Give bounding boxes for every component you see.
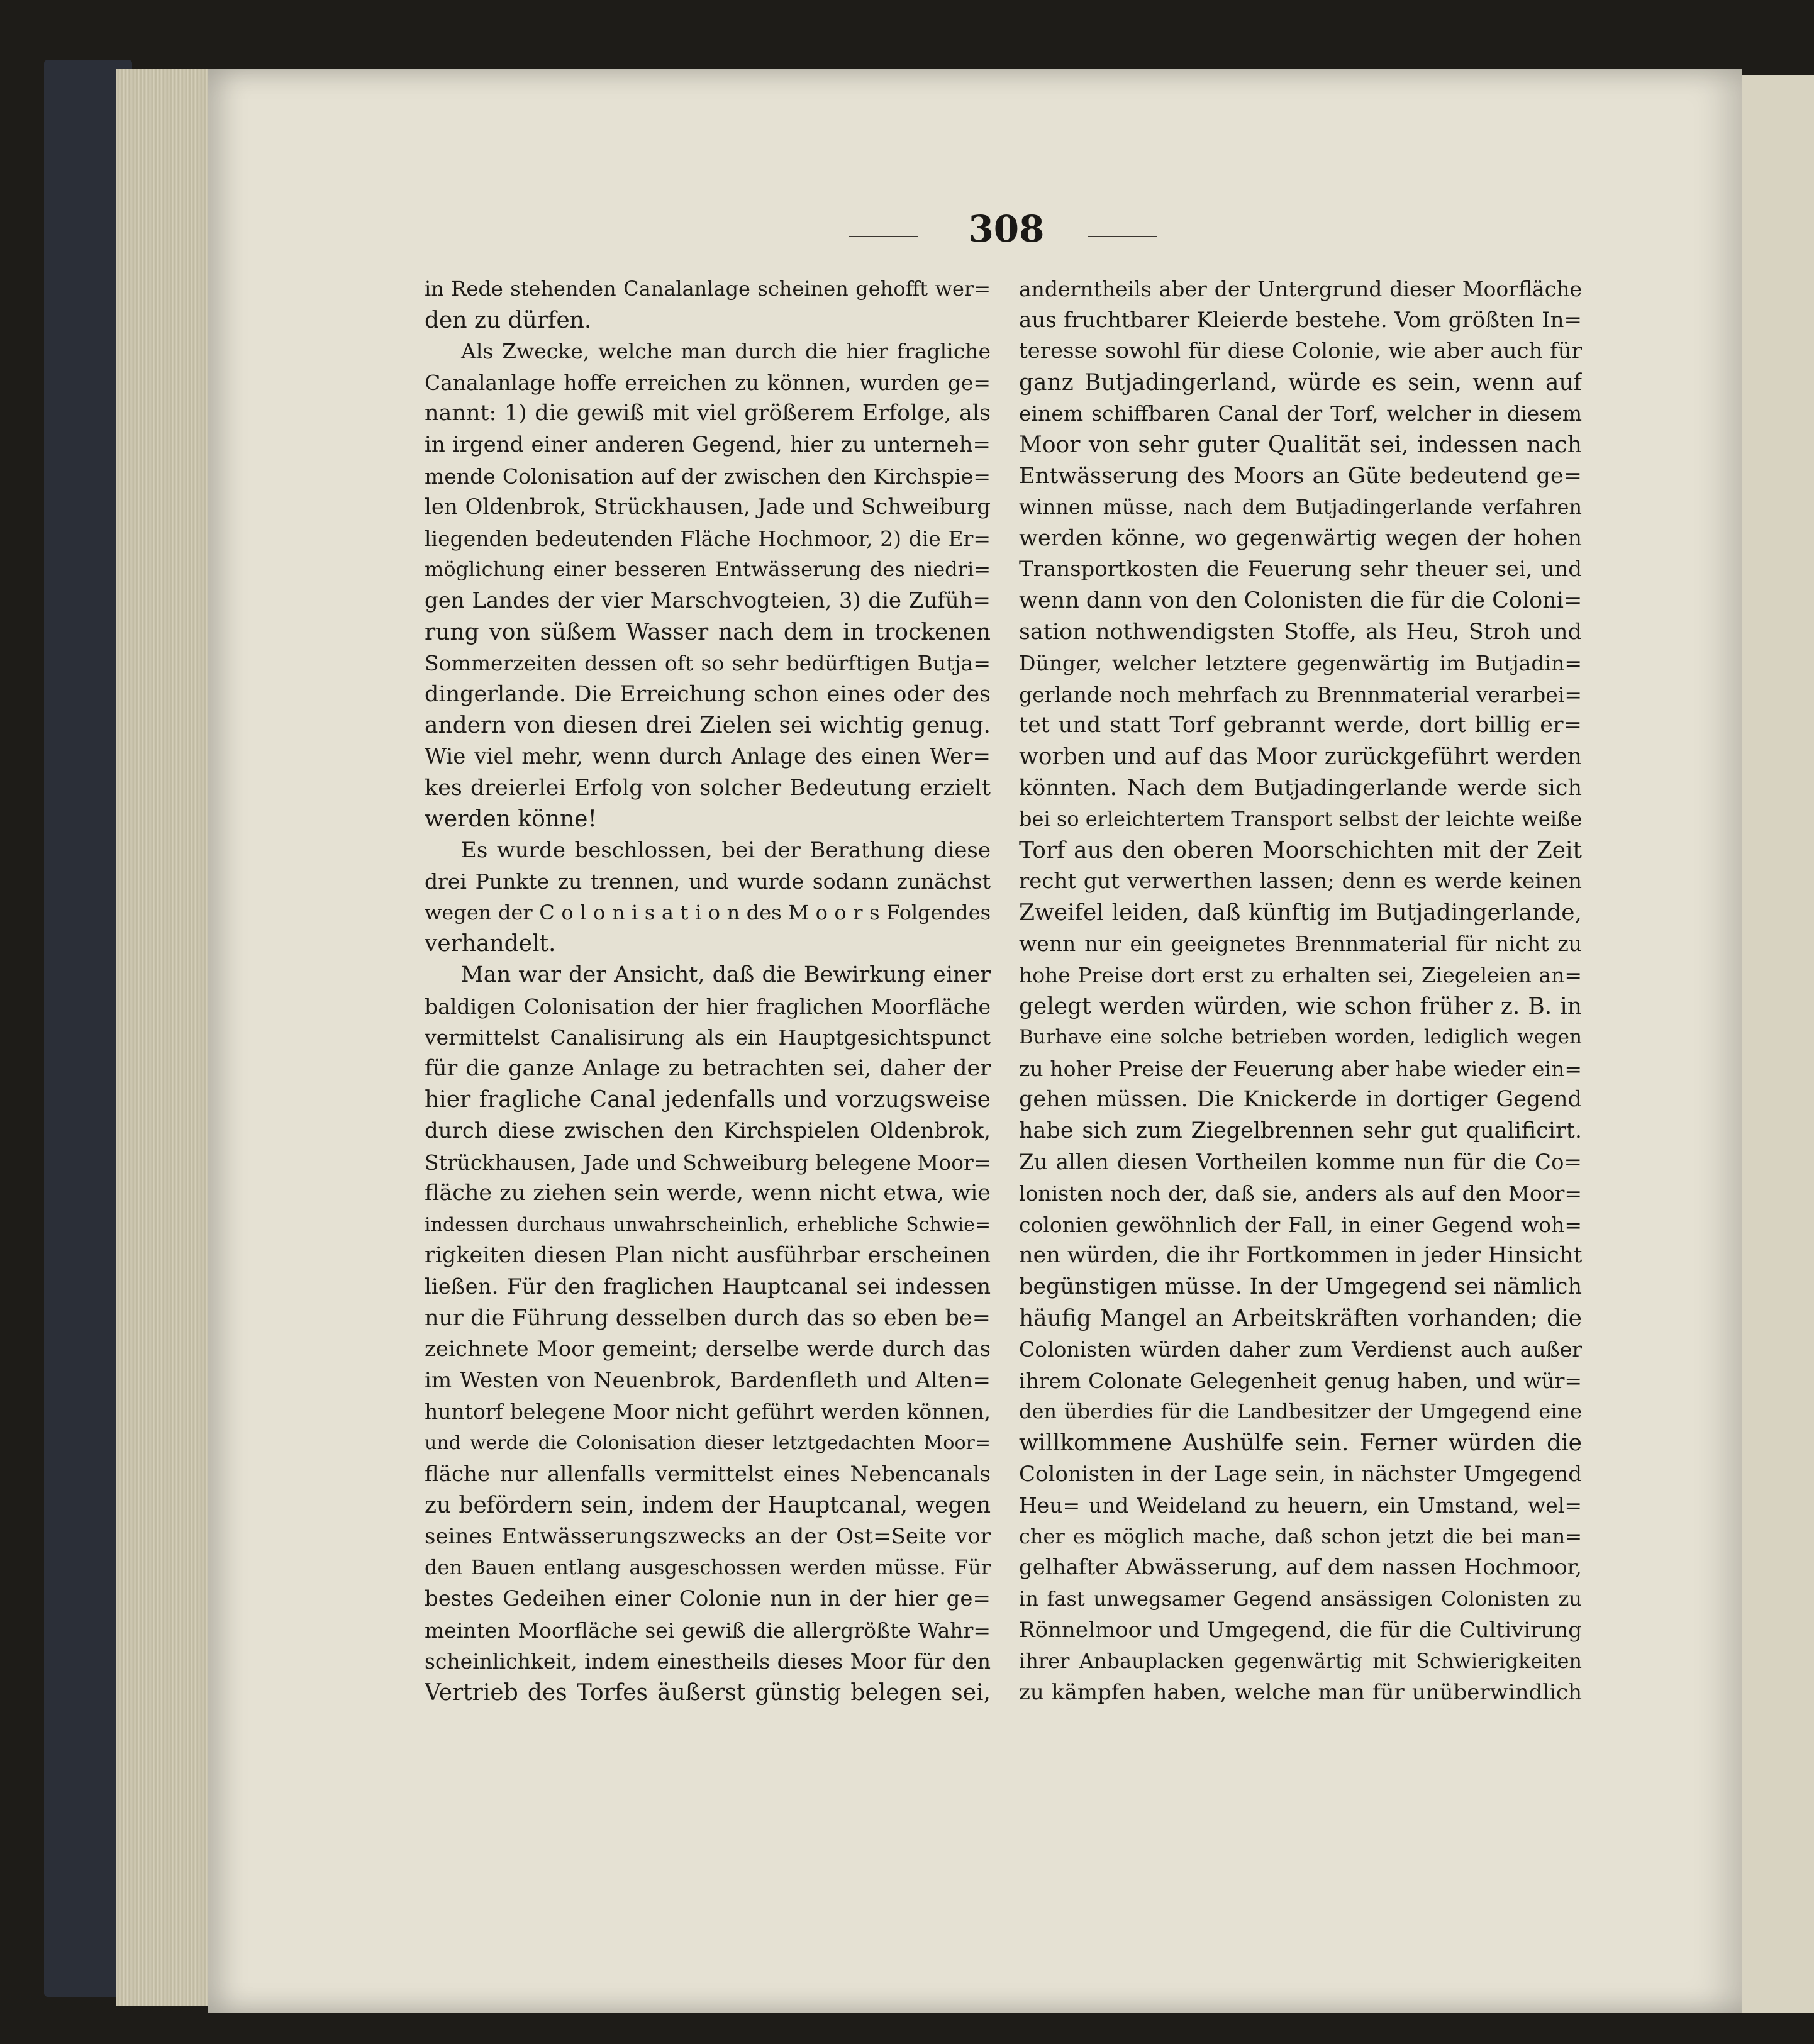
text-line: Entwässerung des Moors an Güte bedeutend ge= (1019, 463, 1582, 489)
text-line: zu hoher Preise der Feuerung aber habe wieder ein= (1019, 1056, 1582, 1081)
text-line: willkommene Aushülfe sein. Ferner würden die (1019, 1430, 1582, 1456)
text-line: Burhave eine solche betrieben worden, lediglich wegen (1019, 1026, 1582, 1049)
text-line: habe sich zum Ziegelbrennen sehr gut qualificirt. (1019, 1118, 1582, 1144)
text-line: fläche zu ziehen sein werde, wenn nicht etwa, wie (425, 1180, 991, 1206)
text-line: huntorf belegene Moor nicht geführt werden können, (425, 1399, 991, 1425)
text-line: verhandelt. (425, 931, 556, 957)
text-line: werden könne, wo gegenwärtig wegen der hohen (1019, 525, 1582, 551)
facing-page-edge (1742, 75, 1814, 2013)
text-line: tet und statt Torf gebrannt werde, dort billig er= (1019, 713, 1582, 738)
text-line: wenn nur ein geeignetes Brennmaterial für nicht zu (1019, 931, 1582, 957)
text-line: winnen müsse, nach dem Butjadingerlande verfahren (1019, 495, 1582, 519)
text-line: ihrer Anbauplacken gegenwärtig mit Schwierigkeiten (1019, 1649, 1582, 1674)
text-line: wegen der C o l o n i s a t i o n des M o o r s Folgendes (425, 900, 991, 925)
text-line: Moor von sehr guter Qualität sei, indessen nach (1019, 431, 1582, 458)
text-line: indessen durchaus unwahrscheinlich, erhebliche Schwie= (425, 1213, 991, 1236)
text-line: wenn dann von den Colonisten die für die Coloni= (1019, 587, 1582, 613)
text-line: zu kämpfen haben, welche man für unüberwindlich (1019, 1679, 1582, 1705)
text-line: den überdies für die Landbesitzer der Umgegend eine (1019, 1399, 1582, 1424)
text-line: andern von diesen drei Zielen sei wichtig genug. (425, 713, 991, 739)
left-text-column (425, 274, 991, 1708)
text-line: drei Punkte zu trennen, und wurde sodann zunächst (425, 869, 991, 894)
text-line: colonien gewöhnlich der Fall, in einer Gegend woh= (1019, 1212, 1582, 1237)
text-line: rigkeiten diesen Plan nicht ausführbar erscheinen (425, 1243, 991, 1269)
text-line: ließen. Für den fraglichen Hauptcanal sei indessen (425, 1274, 991, 1299)
text-line: vermittelst Canalisirung als ein Hauptgesichtspunct (425, 1025, 991, 1050)
text-line: in Rede stehenden Canalanlage scheinen gehofft wer= (425, 277, 991, 301)
text-line: zu befördern sein, indem der Hauptcanal, wegen (425, 1492, 991, 1519)
text-line: begünstigen müsse. In der Umgegend sei nämlich (1019, 1274, 1582, 1299)
text-line: nannt: 1) die gewiß mit viel größerem Erfolge, als (425, 401, 991, 426)
text-line: recht gut verwerthen lassen; denn es werde keinen (1019, 869, 1582, 894)
text-line: Vertrieb des Torfes äußerst günstig belegen sei, (425, 1679, 991, 1706)
text-line: Heu= und Weideland zu heuern, ein Umstand, wel= (1019, 1493, 1582, 1518)
text-line: meinten Moorfläche sei gewiß die allergrößte Wahr= (425, 1618, 991, 1643)
text-line: gehen müssen. Die Knickerde in dortiger Gegend (1019, 1087, 1582, 1113)
text-line: Colonisten in der Lage sein, in nächster Umgegend (1019, 1461, 1582, 1487)
text-line: Rönnelmoor und Umgegend, die für die Cultivirung (1019, 1617, 1582, 1643)
text-line: kes dreierlei Erfolg von solcher Bedeutung erzielt (425, 775, 991, 801)
text-line: cher es möglich mache, daß schon jetzt die bei man= (1019, 1524, 1582, 1548)
text-line: in irgend einer anderen Gegend, hier zu unterneh= (425, 431, 991, 457)
text-line: ihrem Colonate Gelegenheit genug haben, und wür= (1019, 1368, 1582, 1393)
text-line: gelegt werden würden, wie schon früher z. B. in (1019, 993, 1582, 1019)
text-line: zeichnete Moor gemeint; derselbe werde durch das (425, 1336, 991, 1362)
page-header (837, 208, 1214, 264)
text-line: Es wurde beschlossen, bei der Berathung diese (461, 837, 991, 863)
text-line: bestes Gedeihen einer Colonie nun in der hier ge= (425, 1586, 991, 1611)
text-line: scheinlichkeit, indem einestheils dieses Moor für den (425, 1649, 991, 1674)
text-line: dingerlande. Die Erreichung schon eines oder des (425, 681, 991, 707)
text-line: Torf aus den oberen Moorschichten mit der Zeit (1019, 837, 1582, 864)
text-line: häufig Mangel an Arbeitskräften vorhanden; die (1019, 1305, 1582, 1331)
text-line: teresse sowohl für diese Colonie, wie aber auch für (1019, 338, 1582, 364)
page-edges (116, 69, 217, 2006)
text-line: worben und auf das Moor zurückgeführt werden (1019, 743, 1582, 770)
text-line: seines Entwässerungszwecks an der Ost=Seite vor (425, 1523, 991, 1549)
text-line: liegenden bedeutenden Fläche Hochmoor, 2) die Er= (425, 526, 991, 551)
text-line: im Westen von Neuenbrok, Bardenfleth und Alten= (425, 1367, 991, 1393)
text-line: Sommerzeiten dessen oft so sehr bedürftigen Butja= (425, 651, 991, 676)
text-line: den Bauen entlang ausgeschossen werden müsse. Für (425, 1555, 991, 1580)
text-line: nur die Führung desselben durch das so eben be= (425, 1305, 991, 1331)
text-line: gelhafter Abwässerung, auf dem nassen Hochmoor, (1019, 1555, 1582, 1580)
text-line: werden könne! (425, 806, 597, 833)
text-line: durch diese zwischen den Kirchspielen Oldenbrok, (425, 1118, 991, 1144)
text-line: hohe Preise dort erst zu erhalten sei, Ziegeleien an= (1019, 963, 1582, 988)
text-line: aus fruchtbarer Kleierde bestehe. Vom größten In= (1019, 307, 1582, 333)
text-line: und werde die Colonisation dieser letztgedachten Moor= (425, 1431, 991, 1454)
page-number: 308 (968, 208, 1045, 250)
text-line: baldigen Colonisation der hier fraglichen Moorfläche (425, 994, 991, 1019)
text-line: Dünger, welcher letztere gegenwärtig im Butjadin= (1019, 651, 1582, 676)
text-line: nen würden, die ihr Fortkommen in jeder Hinsicht (1019, 1243, 1582, 1269)
header-rule-right (1088, 236, 1157, 237)
text-line: anderntheils aber der Untergrund dieser Moorfläche (1019, 277, 1582, 301)
text-line: sation nothwendigsten Stoffe, als Heu, Stroh und (1019, 619, 1582, 645)
text-line: len Oldenbrok, Strückhausen, Jade und Schweiburg (425, 494, 991, 520)
text-line: fläche nur allenfalls vermittelst eines Nebencanals (425, 1461, 991, 1487)
text-line: Transportkosten die Feuerung sehr theuer sei, und (1019, 557, 1582, 582)
text-line: hier fragliche Canal jedenfalls und vorzugsweise (425, 1087, 991, 1113)
text-line: Canalanlage hoffe erreichen zu können, wurden ge= (425, 370, 991, 395)
text-line: in fast unwegsamer Gegend ansässigen Colonisten zu (1019, 1586, 1582, 1611)
text-line: lonisten noch der, daß sie, anders als auf den Moor= (1019, 1181, 1582, 1206)
text-line: Zweifel leiden, daß künftig im Butjadingerlande, (1019, 899, 1582, 926)
text-line: Zu allen diesen Vortheilen komme nun für die Co= (1019, 1149, 1582, 1175)
text-line: für die ganze Anlage zu betrachten sei, daher der (425, 1055, 991, 1081)
text-line: einem schiffbaren Canal der Torf, welcher in diesem (1019, 401, 1582, 426)
text-line: ganz Butjadingerland, würde es sein, wenn auf (1019, 369, 1582, 396)
text-line: gen Landes der vier Marschvogteien, 3) die Zufüh= (425, 587, 991, 613)
right-text-column (1019, 274, 1582, 1708)
text-line: Als Zwecke, welche man durch die hier fragliche (461, 339, 991, 364)
text-line: könnten. Nach dem Butjadingerlande werde sich (1019, 775, 1582, 801)
header-rule-left (849, 236, 918, 237)
text-line: bei so erleichtertem Transport selbst der leichte weiße (1019, 807, 1582, 831)
text-line: gerlande noch mehrfach zu Brennmaterial verarbei= (1019, 682, 1582, 707)
text-line: Colonisten würden daher zum Verdienst auch außer (1019, 1337, 1582, 1362)
text-line: Strückhausen, Jade und Schweiburg belegene Moor= (425, 1150, 991, 1175)
text-line: rung von süßem Wasser nach dem in trockenen (425, 619, 991, 645)
text-line: mende Colonisation auf der zwischen den Kirchspie= (425, 464, 991, 489)
text-line: möglichung einer besseren Entwässerung des niedri= (425, 557, 991, 582)
text-line: Wie viel mehr, wenn durch Anlage des einen Wer= (425, 743, 991, 769)
text-line: Man war der Ansicht, daß die Bewirkung einer (461, 962, 991, 988)
text-line: den zu dürfen. (425, 307, 592, 333)
